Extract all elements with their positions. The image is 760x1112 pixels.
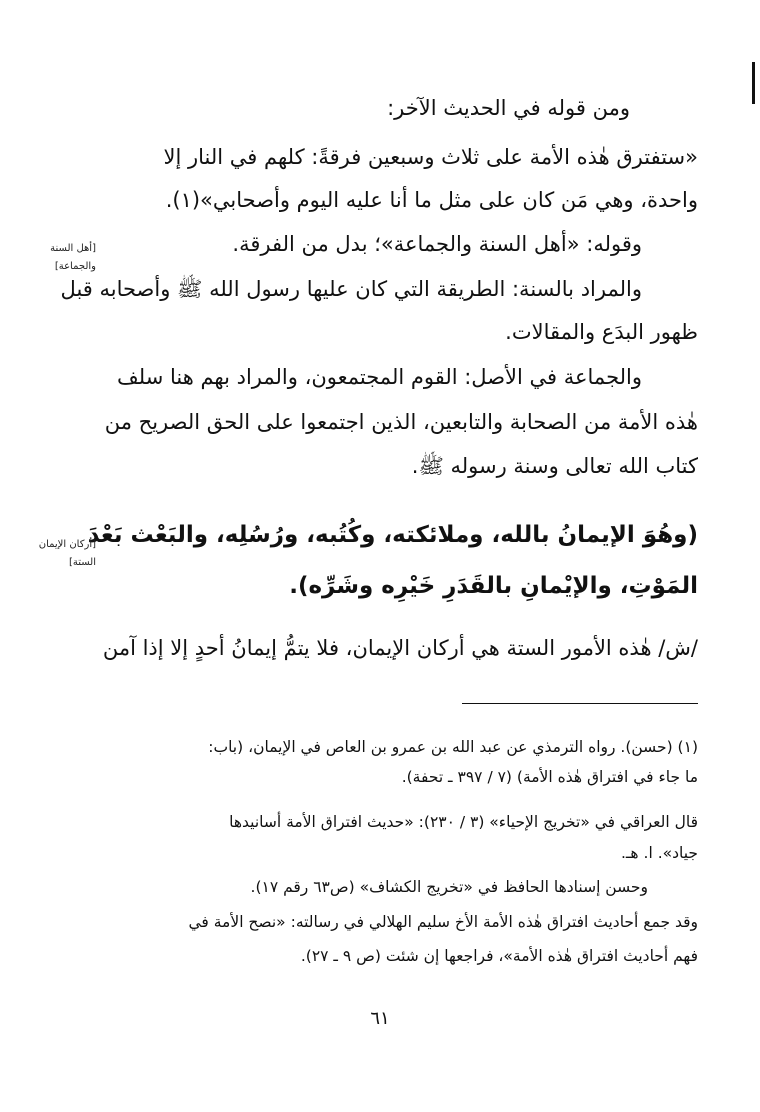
- margin-note-line: والجماعة]: [54, 261, 96, 272]
- margin-note-line: [أهل السنة: [50, 243, 96, 254]
- body-line-5: والمراد بالسنة: الطريقة التي كان عليها رسول الله ﷺ وأصحابه قبل: [60, 277, 642, 301]
- body-line-9: كتاب الله تعالى وسنة رسوله ﷺ.: [411, 454, 698, 478]
- body-line-2: «ستفترق هٰذه الأمة على ثلاث وسبعين فرقةً: كلهم في النار إلا: [163, 145, 698, 169]
- body-line-commentary: /ش/ هٰذه الأمور الستة هي أركان الإيمان، فلا يتمُّ إيمانُ أحدٍ إلا إذا آمن: [102, 636, 698, 660]
- body-line-3: واحدة، وهي مَن كان على مثل ما أنا عليه اليوم وأصحابي»(١).: [165, 188, 698, 212]
- footnote-line-5: وحسن إسنادها الحافظ في «تخريج الكشاف» (ص٦٣ رقم ١٧).: [250, 878, 648, 896]
- page-edge-mark: [752, 62, 755, 104]
- margin-note-line: الستة]: [68, 557, 96, 568]
- body-line-1: ومن قوله في الحديث الآخر:: [387, 96, 630, 120]
- body-line-4: وقوله: «أهل السنة والجماعة»؛ بدل من الفرقة.: [232, 232, 642, 256]
- margin-note-arkan-iman: [14, 536, 96, 572]
- footnote-line-7: فهم أحاديث افتراق هٰذه الأمة»، فراجعها إن شئت (ص ٩ ـ ٢٧).: [300, 947, 698, 965]
- page-number: ٦١: [370, 1008, 390, 1029]
- margin-note-line: [أركان الإيمان: [38, 539, 96, 550]
- body-line-8: هٰذه الأمة من الصحابة والتابعين، الذين اجتمعوا على الحق الصريح من: [104, 410, 698, 434]
- footnote-separator: [462, 703, 698, 704]
- footnote-line-1: (١) (حسن). رواه الترمذي عن عبد الله بن عمرو بن العاص في الإيمان، (باب:: [208, 738, 698, 756]
- footnote-line-3: قال العراقي في «تخريج الإحياء» (٣ / ٢٣٠): «حديث افتراق الأمة أسانيدها: [229, 813, 698, 831]
- footnote-line-2: ما جاء في افتراق هٰذه الأمة) (٧ / ٣٩٧ ـ تحفة).: [401, 768, 698, 786]
- footnote-line-4: جياد». ا. هـ.: [620, 844, 698, 862]
- body-line-6: ظهور البدَع والمقالات.: [505, 320, 698, 344]
- matn-line-1: (وهُوَ الإيمانُ بالله، وملائكته، وكُتُبه، ورُسُلِه، والبَعْث بَعْدَ: [87, 522, 698, 548]
- body-line-7: والجماعة في الأصل: القوم المجتمعون، والمراد بهم هنا سلف: [117, 365, 642, 389]
- matn-line-2: المَوْتِ، والإيْمانِ بالقَدَرِ خَيْرِه وشَرِّه).: [289, 573, 698, 599]
- margin-note-ahl-sunnah: [14, 240, 96, 276]
- footnote-line-6: وقد جمع أحاديث افتراق هٰذه الأمة الأخ سليم الهلالي في رسالته: «نصح الأمة في: [188, 913, 698, 931]
